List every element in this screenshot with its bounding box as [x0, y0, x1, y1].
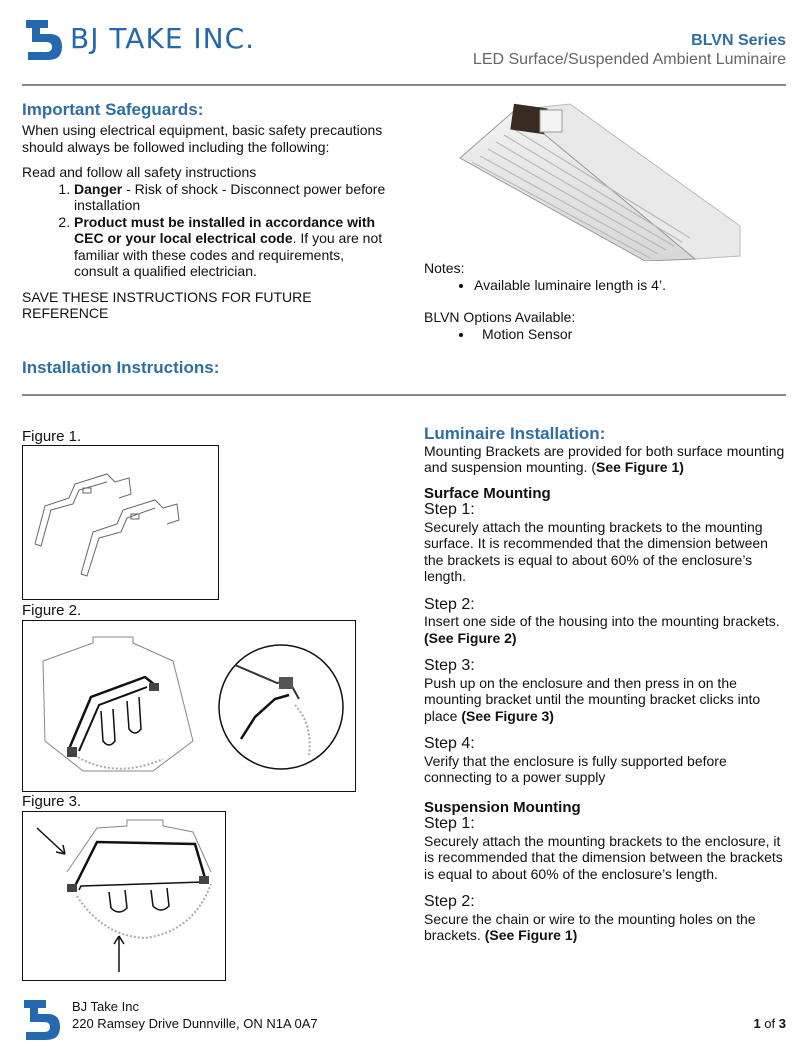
logo-mark-icon: [22, 998, 62, 1042]
options-list: [424, 326, 784, 343]
safeguards-section: [22, 100, 387, 322]
footer-address: 220 Ramsey Drive Dunnville, ON N1A 0A7: [72, 1016, 318, 1031]
list-item: 1. Danger - Risk of shock - Disconnect power before installation: [74, 181, 387, 214]
product-photo: [440, 96, 745, 261]
suspension-step1-label: Step 1:: [424, 815, 475, 832]
installation-title: Installation Instructions:: [22, 358, 220, 377]
figure-2-label: Figure 2.: [22, 602, 82, 619]
notes-list: [424, 277, 784, 294]
surface-step4-label: Step 4:: [424, 735, 475, 752]
suspension-step2-label: Step 2:: [424, 893, 475, 910]
options-label: BLVN Options Available:: [424, 309, 576, 325]
surface-step4-text: Verify that the enclosure is fully supported before connecting to a power supply: [424, 752, 727, 785]
figure-1: [22, 445, 219, 600]
surface-step1-label: Step 1:: [424, 501, 475, 518]
bracket-drawing-icon: [35, 474, 179, 576]
notes-label: Notes:: [424, 260, 465, 276]
suspension-step1-text: Securely attach the mounting brackets to the enclosure, it is recommended that the dimension between the brackets is equal to about 60% of the enclosure’s length.: [424, 832, 783, 882]
safeguards-lead: Read and follow all safety instructions: [22, 164, 257, 180]
product-subtitle: LED Surface/Suspended Ambient Luminaire: [472, 51, 786, 68]
footer-company: BJ Take Inc: [72, 999, 139, 1014]
luminaire-section: [424, 426, 786, 944]
surface-step2-text: Insert one side of the housing into the mounting brackets. (See Figure 2): [424, 613, 780, 646]
surface-step3-label: Step 3:: [424, 657, 475, 674]
list-item: • Available luminaire length is 4’.: [474, 277, 784, 294]
figure-3: [22, 811, 226, 981]
page-number: 1 of 3: [753, 1016, 786, 1031]
safeguards-intro: When using electrical equipment, basic safety precautions should always be followed including the following:: [22, 122, 383, 155]
notes-section: [424, 260, 784, 342]
surface-step3-text: Push up on the enclosure and then press in on the mounting bracket until the mounting bracket clicks into place (See Figure 3): [424, 674, 761, 724]
save-instructions: SAVE THESE INSTRUCTIONS FOR FUTURE REFERENCE: [22, 288, 312, 321]
header-divider: [22, 84, 786, 86]
surface-mounting-title: Surface Mounting: [424, 484, 551, 502]
list-item: 2. Product must be installed in accordance with CEC or your local electrical code. If you are not familiar with these codes and requirements, consult a qualified electrician.: [74, 214, 387, 280]
safeguards-list: [22, 181, 387, 280]
company-name: BJ TAKE INC.: [70, 22, 256, 55]
footer-address-block: [72, 998, 318, 1032]
figure-2: [22, 620, 356, 792]
figure-3-label: Figure 3.: [22, 793, 82, 810]
logo-mark-icon: [24, 18, 64, 62]
luminaire-intro: Mounting Brackets are provided for both surface mounting and suspension mounting. (See Figure 1): [424, 442, 785, 475]
company-logo: [24, 18, 64, 62]
suspension-mounting-title: Suspension Mounting: [424, 798, 581, 816]
series-title: BLVN Series: [691, 32, 786, 49]
list-item: • Motion Sensor: [474, 326, 784, 343]
installation-divider: [22, 394, 786, 396]
surface-step1-text: Securely attach the mounting brackets to the mounting surface. It is recommended that the dimension between the brackets is equal to about 60% of the enclosure’s length.: [424, 518, 768, 584]
safeguards-title: Important Safeguards:: [22, 100, 204, 119]
suspension-step2-text: Secure the chain or wire to the mounting holes on the brackets. (See Figure 1): [424, 910, 756, 943]
surface-step2-label: Step 2:: [424, 595, 475, 613]
luminaire-title: Luminaire Installation:: [424, 424, 606, 443]
footer-logo: [22, 998, 62, 1042]
figure-1-label: Figure 1.: [22, 428, 82, 445]
